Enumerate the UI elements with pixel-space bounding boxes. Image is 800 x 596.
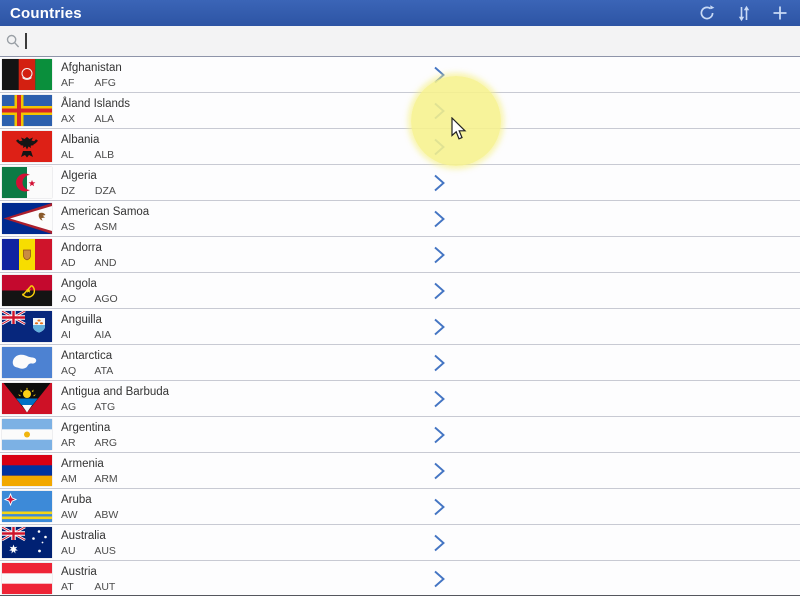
country-flag xyxy=(2,95,52,126)
country-code-alpha3: ARM xyxy=(94,473,118,485)
country-code-alpha3: AIA xyxy=(94,329,112,341)
country-row[interactable] xyxy=(0,381,800,417)
country-code-alpha3: ALB xyxy=(94,149,115,161)
country-name: Austria xyxy=(61,566,97,578)
country-code-alpha3: AFG xyxy=(94,77,116,89)
country-flag xyxy=(2,203,52,234)
country-row[interactable] xyxy=(0,561,800,596)
country-code-alpha2: AD xyxy=(61,257,76,269)
country-info xyxy=(61,350,113,377)
country-codes xyxy=(61,185,116,197)
country-row[interactable] xyxy=(0,417,800,453)
country-code-alpha2: AL xyxy=(61,149,74,161)
country-code-alpha3: ATA xyxy=(94,365,114,377)
country-code-alpha2: AX xyxy=(61,113,76,125)
chevron-right-icon[interactable] xyxy=(432,101,447,126)
country-name: Anguilla xyxy=(61,314,102,326)
country-row[interactable] xyxy=(0,93,800,129)
country-codes xyxy=(61,77,122,89)
country-name: Algeria xyxy=(61,170,97,182)
country-info xyxy=(61,170,116,197)
country-list xyxy=(0,57,800,596)
chevron-right-icon[interactable] xyxy=(432,497,447,522)
country-code-alpha2: AQ xyxy=(61,365,77,377)
chevron-right-icon[interactable] xyxy=(432,245,447,270)
add-icon[interactable] xyxy=(772,5,788,21)
country-code-alpha3: ARG xyxy=(94,437,118,449)
country-codes xyxy=(61,401,169,413)
page-title: Countries xyxy=(10,4,82,22)
country-info xyxy=(61,386,169,413)
country-codes xyxy=(61,293,118,305)
country-info xyxy=(61,422,117,449)
country-info xyxy=(61,206,149,233)
country-flag xyxy=(2,383,52,414)
country-code-alpha3: ALA xyxy=(94,113,115,125)
country-name: Albania xyxy=(61,134,100,146)
country-row[interactable] xyxy=(0,345,800,381)
country-code-alpha2: AG xyxy=(61,401,77,413)
chevron-right-icon[interactable] xyxy=(432,461,447,486)
country-info xyxy=(61,242,117,269)
country-name: Antarctica xyxy=(61,350,113,362)
country-row[interactable] xyxy=(0,525,800,561)
country-code-alpha3: AUS xyxy=(94,545,116,557)
chevron-right-icon[interactable] xyxy=(432,353,447,378)
country-row[interactable] xyxy=(0,165,800,201)
country-name: Afghanistan xyxy=(61,62,122,74)
country-code-alpha2: AT xyxy=(61,581,74,593)
country-name: Andorra xyxy=(61,242,102,254)
country-row[interactable] xyxy=(0,129,800,165)
country-code-alpha2: AM xyxy=(61,473,77,485)
country-name: Argentina xyxy=(61,422,111,434)
country-code-alpha2: AF xyxy=(61,77,75,89)
chevron-right-icon[interactable] xyxy=(432,389,447,414)
country-codes xyxy=(61,473,118,485)
country-codes xyxy=(61,545,116,557)
chevron-right-icon[interactable] xyxy=(432,209,447,234)
country-name: Åland Islands xyxy=(61,98,131,110)
country-code-alpha3: AGO xyxy=(94,293,118,305)
country-codes xyxy=(61,509,118,521)
country-flag xyxy=(2,167,52,198)
chevron-right-icon[interactable] xyxy=(432,281,447,306)
country-code-alpha3: AUT xyxy=(94,581,116,593)
header-actions xyxy=(698,4,800,22)
country-code-alpha3: ABW xyxy=(94,509,119,521)
country-flag xyxy=(2,347,52,378)
country-name: Angola xyxy=(61,278,97,290)
country-codes xyxy=(61,365,113,377)
chevron-right-icon[interactable] xyxy=(432,65,447,90)
chevron-right-icon[interactable] xyxy=(432,425,447,450)
country-codes xyxy=(61,149,114,161)
chevron-right-icon[interactable] xyxy=(432,173,447,198)
country-info xyxy=(61,494,118,521)
country-row[interactable] xyxy=(0,237,800,273)
country-code-alpha3: AND xyxy=(94,257,117,269)
country-info xyxy=(61,98,130,125)
country-info xyxy=(61,278,118,305)
search-icon xyxy=(6,34,21,54)
country-code-alpha3: DZA xyxy=(94,185,116,197)
country-info xyxy=(61,530,116,557)
country-name: Australia xyxy=(61,530,106,542)
chevron-right-icon[interactable] xyxy=(432,533,447,558)
text-caret xyxy=(25,33,27,49)
country-code-alpha3: ATG xyxy=(94,401,116,413)
chevron-right-icon[interactable] xyxy=(432,137,447,162)
country-flag xyxy=(2,239,52,270)
chevron-right-icon[interactable] xyxy=(432,569,447,594)
country-flag xyxy=(2,491,52,522)
country-codes xyxy=(61,257,117,269)
country-info xyxy=(61,62,122,89)
country-info xyxy=(61,566,115,593)
country-code-alpha2: AS xyxy=(61,221,76,233)
country-row[interactable] xyxy=(0,309,800,345)
country-row[interactable] xyxy=(0,57,800,93)
country-code-alpha2: AW xyxy=(61,509,78,521)
country-row[interactable] xyxy=(0,201,800,237)
country-code-alpha2: AI xyxy=(61,329,71,341)
country-flag xyxy=(2,59,52,90)
sort-icon[interactable] xyxy=(737,5,751,22)
country-flag xyxy=(2,419,52,450)
country-name: Armenia xyxy=(61,458,104,470)
country-info xyxy=(61,458,118,485)
country-code-alpha2: AR xyxy=(61,437,76,449)
country-name: American Samoa xyxy=(61,206,150,218)
country-codes xyxy=(61,329,111,341)
app-header xyxy=(0,0,800,26)
country-flag xyxy=(2,563,52,594)
search-bar[interactable] xyxy=(0,26,800,57)
country-codes xyxy=(61,113,130,125)
country-flag xyxy=(2,131,52,162)
country-flag xyxy=(2,527,52,558)
country-info xyxy=(61,314,111,341)
country-codes xyxy=(61,221,149,233)
country-code-alpha2: AU xyxy=(61,545,76,557)
country-row[interactable] xyxy=(0,489,800,525)
country-row[interactable] xyxy=(0,273,800,309)
country-row[interactable] xyxy=(0,453,800,489)
country-flag xyxy=(2,275,52,306)
refresh-icon[interactable] xyxy=(698,4,716,22)
country-code-alpha3: ASM xyxy=(94,221,118,233)
country-flag xyxy=(2,455,52,486)
country-code-alpha2: AO xyxy=(61,293,77,305)
country-codes xyxy=(61,581,115,593)
country-codes xyxy=(61,437,117,449)
country-flag xyxy=(2,311,52,342)
chevron-right-icon[interactable] xyxy=(432,317,447,342)
country-name: Aruba xyxy=(61,494,92,506)
country-name: Antigua and Barbuda xyxy=(61,386,170,398)
country-code-alpha2: DZ xyxy=(61,185,75,197)
country-info xyxy=(61,134,114,161)
